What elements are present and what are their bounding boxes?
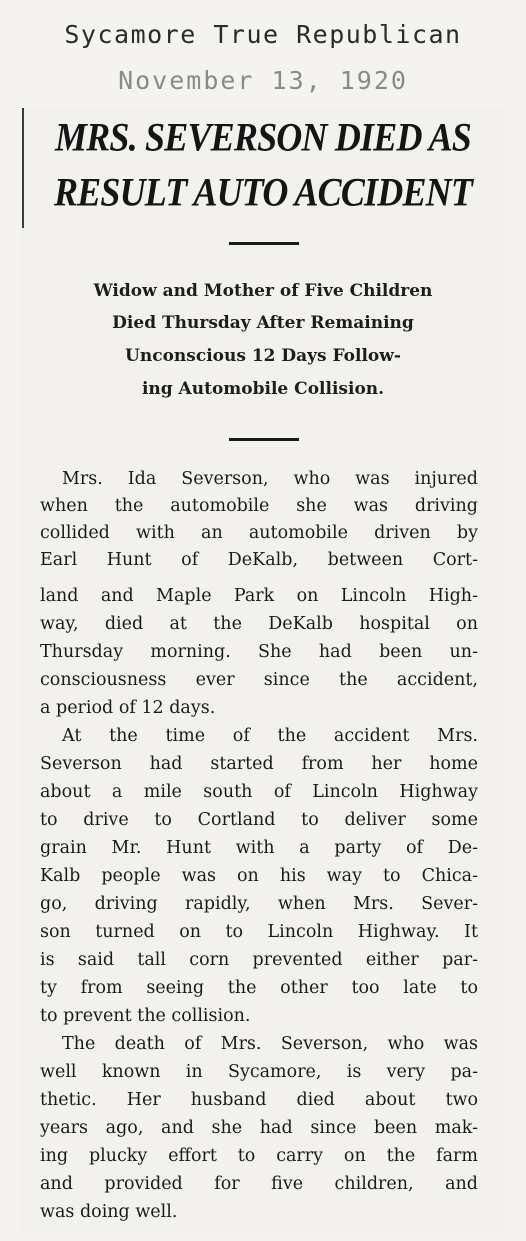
body-line-20: to prevent the collision. <box>40 1006 251 1026</box>
body-line-6: way, died at the DeKalb hospital on <box>40 614 478 634</box>
headline-divider <box>229 242 299 245</box>
body-line-2: when the automobile she was driving <box>40 496 478 516</box>
body-line-18: is said tall corn prevented either par- <box>40 950 478 970</box>
headline-line-1: MRS. SEVERSON DIED AS <box>54 114 472 160</box>
body-line-21: The death of Mrs. Severson, who was <box>62 1034 478 1054</box>
publication-date: November 13, 1920 <box>118 66 408 95</box>
body-line-13: to drive to Cortland to deliver some <box>40 810 478 830</box>
body-line-24: years ago, and she had since been mak- <box>40 1118 478 1138</box>
subheadline-line-2: Died Thursday After Remaining <box>112 313 414 333</box>
body-line-17: son turned on to Lincoln Highway. It <box>40 922 478 942</box>
subheadline-line-1: Widow and Mother of Five Children <box>93 281 433 301</box>
body-line-22: well known in Sycamore, is very pa- <box>40 1062 478 1082</box>
body-line-3: collided with an automobile driven by <box>40 523 478 543</box>
headline-line-2: RESULT AUTO ACCIDENT <box>53 169 473 215</box>
body-line-8: consciousness ever since the accident, <box>40 670 478 690</box>
subheadline-line-3: Unconscious 12 Days Follow- <box>125 346 401 366</box>
subheadline-line-4: ing Automobile Collision. <box>141 379 385 399</box>
body-line-15: Kalb people was on his way to Chica- <box>40 866 478 886</box>
subheadline-divider <box>229 438 299 441</box>
body-line-10: At the time of the accident Mrs. <box>62 726 478 746</box>
newspaper-name: Sycamore True Republican <box>64 20 462 49</box>
body-line-9: a period of 12 days. <box>40 698 216 718</box>
body-line-19: ty from seeing the other too late to <box>40 978 478 998</box>
body-line-4: Earl Hunt of DeKalb, between Cort- <box>40 550 478 570</box>
body-line-12: about a mile south of Lincoln Highway <box>40 782 478 802</box>
body-line-26: and provided for five children, and <box>40 1174 478 1194</box>
body-line-16: go, driving rapidly, when Mrs. Sever- <box>40 894 478 914</box>
body-line-7: Thursday morning. She had been un- <box>40 642 478 662</box>
body-line-1: Mrs. Ida Severson, who was injured <box>62 469 478 489</box>
body-line-27: was doing well. <box>40 1202 178 1222</box>
body-line-5: land and Maple Park on Lincoln High- <box>40 586 478 606</box>
body-line-25: ing plucky effort to carry on the farm <box>40 1146 478 1166</box>
body-line-23: thetic. Her husband died about two <box>40 1090 478 1110</box>
body-line-14: grain Mr. Hunt with a party of De- <box>40 838 478 858</box>
body-line-11: Severson had started from her home <box>40 754 478 774</box>
